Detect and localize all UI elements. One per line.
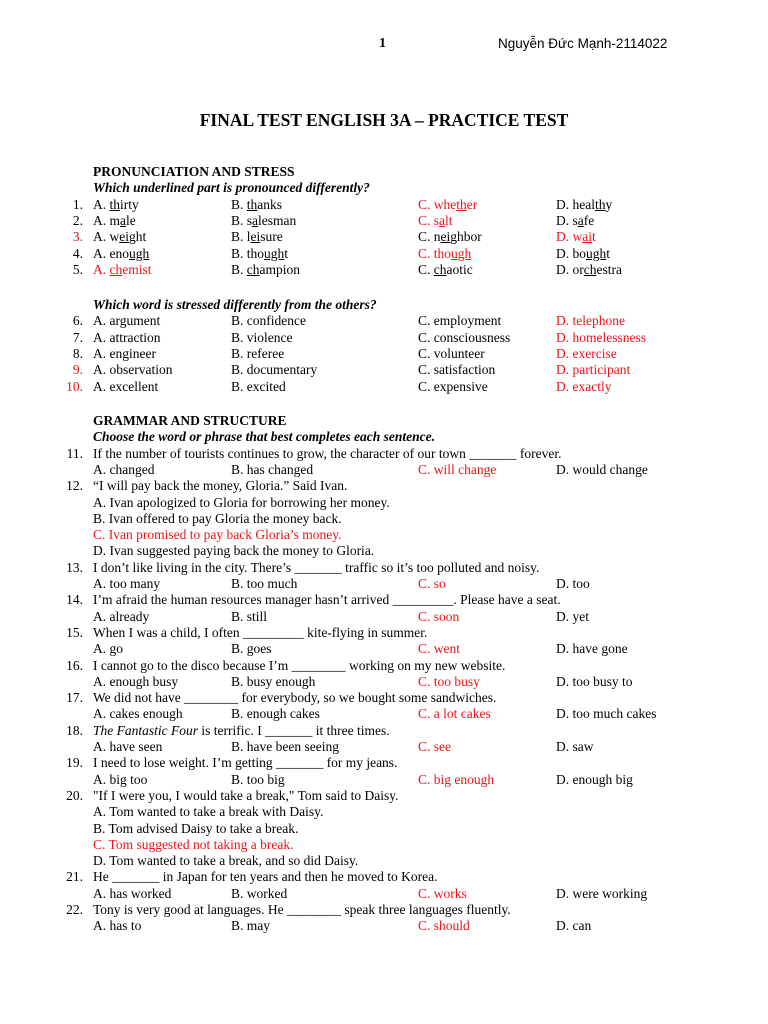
answer-option: B. goes [231,641,272,657]
answer-option: A. thirty [93,196,139,212]
author-name: Nguyễn Đức Mạnh-2114022 [498,36,668,51]
question-stem: If the number of tourists continues to grow, the character of our town _______ forever. [93,445,562,461]
answer-option: A. attraction [93,329,161,345]
answer-option: C. Tom suggested not taking a break. [93,836,294,852]
answer-option: C. employment [418,313,502,329]
answer-option: B. has changed [231,461,314,477]
question-number: 20. [66,787,83,803]
answer-option: C. chaotic [418,261,473,277]
question-number: 19. [66,755,83,771]
question-stem: I don’t like living in the city. There’s _______ traffic so it’s too polluted and noisy. [93,559,540,575]
question-number: 2. [72,212,83,228]
answer-option: D. orchestra [556,261,622,277]
answer-option: C. expensive [418,378,488,394]
answer-option: B. excited [231,378,286,394]
section-instruction: Which word is stressed differently from the others? [93,297,377,312]
answer-option: B. enough cakes [231,706,320,722]
answer-option: B. documentary [231,362,318,378]
answer-option: D. would change [556,461,648,477]
answer-option: B. may [231,918,270,934]
answer-option: D. too busy to [556,673,633,689]
answer-option: A. Tom wanted to take a break with Daisy. [93,804,324,820]
answer-option: B. Ivan offered to pay Gloria the money back. [93,510,342,526]
answer-option: A. enough busy [93,673,179,689]
document-title: FINAL TEST ENGLISH 3A – PRACTICE TEST [199,110,569,130]
question-stem: I’m afraid the human resources manager hasn’t arrived _________. Please have a seat. [93,592,561,608]
answer-option: D. Tom wanted to take a break, and so did Daisy. [93,853,359,869]
correct-answer-option: C. works [418,885,467,901]
answer-option: A. have seen [93,739,163,754]
answer-option: D. too [556,576,590,591]
question-number: 16. [66,657,83,673]
correct-answer-option: D. exactly [556,378,612,394]
question-stem: The Fantastic Four is terrific. I _______ it three times. [93,722,390,738]
question-number: 22. [66,902,83,917]
answer-option: A. weight [93,229,147,245]
correct-answer-option: C. big enough [418,771,495,787]
question-number: 8. [72,345,83,361]
answer-option: A. observation [93,362,173,378]
question-number: 10. [66,378,83,394]
answer-option: A. male [93,212,136,228]
answer-option: A. enough [93,245,150,261]
answer-option: D. can [556,918,592,934]
section-instruction: Choose the word or phrase that best completes each sentence. [93,429,435,445]
question-stem: He _______ in Japan for ten years and then he moved to Korea. [93,869,438,885]
answer-option: B. worked [231,885,288,901]
question-number: 21. [66,869,83,885]
answer-option: A. has to [93,918,142,934]
answer-option: B. thanks [231,196,283,212]
answer-option: A. changed [93,461,155,477]
answer-option: B. too much [231,576,298,591]
answer-option: B. champion [231,261,301,277]
answer-option: C. Ivan promised to pay back Gloria’s money. [93,527,342,543]
section-heading: PRONUNCIATION AND STRESS [93,164,295,179]
section-instruction: Which underlined part is pronounced differently? [93,180,370,196]
question-number: 18. [66,722,83,738]
answer-option: A. go [93,641,123,657]
answer-option: A. cakes enough [93,706,183,722]
question-number: 13. [66,559,83,575]
correct-answer-option: C. will change [418,461,497,477]
answer-option: A. too many [93,576,161,591]
answer-option: A. already [93,608,150,624]
answer-option: A. excellent [93,378,159,394]
answer-option: D. Ivan suggested paying back the money to Gloria. [93,543,375,559]
correct-answer-option: C. whether [418,196,478,212]
answer-option: B. still [231,608,268,624]
correct-answer-option: D. wait [556,229,596,245]
answer-option: C. satisfaction [418,362,496,378]
answer-option: B. Tom advised Daisy to take a break. [93,820,299,836]
question-stem: I cannot go to the disco because I’m ________ working on my new website. [93,657,506,673]
correct-answer-option: D. exercise [556,345,617,361]
correct-answer-option: C. too busy [418,673,480,689]
question-stem: "If I were you, I would take a break," Tom said to Daisy. [93,787,399,803]
answer-option: D. enough big [556,771,633,787]
question-number: 7. [72,329,83,345]
correct-answer-option: C. though [418,245,472,261]
correct-answer-option: C. should [418,918,470,934]
correct-answer-option: D. homelessness [556,329,646,345]
answer-option: D. saw [556,739,594,754]
question-stem: When I was a child, I often _________ kite-flying in summer. [93,624,428,640]
answer-option: B. busy enough [231,673,316,689]
question-number: 17. [66,690,83,706]
answer-option: D. too much cakes [556,706,657,722]
question-number: 9. [72,362,83,378]
answer-option: B. have been seeing [231,739,339,754]
correct-answer-option: A. chemist [93,261,152,277]
answer-option: D. have gone [556,641,628,657]
question-number: 14. [66,592,83,608]
question-stem: I need to lose weight. I’m getting _______ for my jeans. [93,755,398,771]
answer-option: C. neighbor [418,229,482,245]
correct-answer-option: C. went [418,641,460,657]
answer-option: B. leisure [231,229,283,245]
answer-option: D. yet [556,608,589,624]
answer-option: A. big too [93,771,148,787]
question-stem: “I will pay back the money, Gloria.” Said Ivan. [93,478,348,494]
answer-option: D. safe [556,212,595,228]
question-number: 4. [72,245,83,261]
correct-answer-option: D. participant [556,362,631,378]
answer-option: B. thought [231,245,289,261]
answer-option: D. healthy [556,196,613,212]
question-number: 3. [72,229,83,245]
answer-option: C. consciousness [418,329,511,345]
question-number: 12. [66,478,83,494]
correct-answer-option: C. so [418,576,446,591]
answer-option: D. were working [556,885,648,901]
question-number: 15. [66,624,83,640]
answer-option: A. argument [93,313,161,329]
question-number: 6. [72,313,83,329]
correct-answer-option: D. telephone [556,313,625,329]
answer-option: D. bought [556,245,611,261]
question-number: 1. [72,196,83,212]
question-number: 11. [66,445,83,461]
answer-option: B. violence [231,329,293,345]
answer-option: B. salesman [231,212,297,228]
question-number: 5. [72,261,83,277]
answer-option: B. too big [231,771,285,787]
correct-answer-option: C. see [418,739,451,754]
page-number: 1 [379,36,386,51]
correct-answer-option: C. a lot cakes [418,706,491,722]
correct-answer-option: C. soon [418,608,460,624]
answer-option: C. volunteer [418,345,485,361]
answer-option: A. Ivan apologized to Gloria for borrowing her money. [93,494,390,510]
correct-answer-option: C. salt [418,212,453,228]
answer-option: A. engineer [93,345,156,361]
answer-option: B. referee [231,345,285,361]
section-heading: GRAMMAR AND STRUCTURE [93,413,287,428]
question-stem: We did not have ________ for everybody, so we bought some sandwiches. [93,690,497,706]
answer-option: A. has worked [93,885,172,901]
answer-option: B. confidence [231,313,306,329]
question-stem: Tony is very good at languages. He ________ speak three languages fluently. [93,902,511,917]
